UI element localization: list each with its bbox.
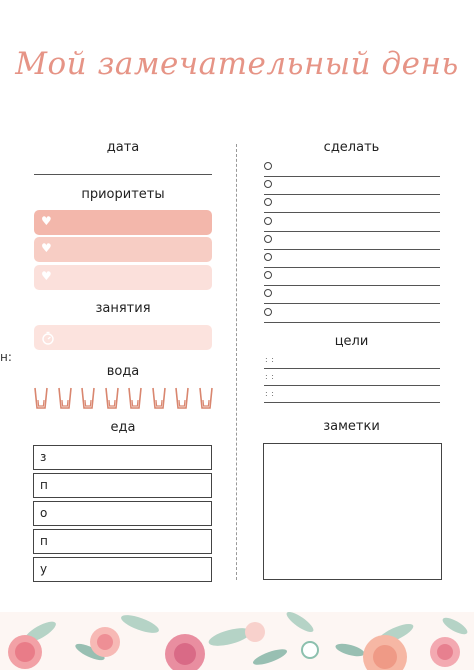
notes-label: заметки	[323, 419, 380, 434]
water-cup-icon[interactable]	[105, 387, 119, 409]
todo-item[interactable]	[264, 214, 440, 232]
priority-field[interactable]	[34, 265, 212, 290]
goals-label: цели	[334, 334, 369, 349]
todo-item[interactable]	[264, 286, 440, 304]
meal-label: п	[40, 534, 48, 548]
page-title: Мой замечательный день	[15, 46, 459, 82]
todo-item[interactable]	[264, 250, 440, 268]
checkbox-circle-icon[interactable]	[264, 271, 272, 279]
checkbox-circle-icon[interactable]	[264, 253, 272, 261]
todo-item[interactable]	[264, 195, 440, 213]
goal-marker: : :	[265, 389, 275, 398]
checkbox-circle-icon[interactable]	[264, 180, 272, 188]
meal-label: з	[40, 450, 47, 464]
checkbox-circle-icon[interactable]	[264, 289, 272, 297]
todo-item[interactable]	[264, 177, 440, 195]
water-cup-icon[interactable]	[81, 387, 95, 409]
todo-line	[264, 322, 440, 323]
water-cup-icon[interactable]	[58, 387, 72, 409]
checkbox-circle-icon[interactable]	[264, 308, 272, 316]
heart-icon: ♥	[41, 269, 52, 283]
meal-field[interactable]	[33, 529, 212, 554]
goal-item[interactable]	[264, 355, 440, 369]
stray-text: н:	[0, 350, 12, 364]
meal-field[interactable]	[33, 501, 212, 526]
goal-marker: : :	[265, 355, 275, 364]
todo-item[interactable]	[264, 305, 440, 323]
water-cups	[34, 387, 214, 413]
heart-icon: ♥	[41, 241, 52, 255]
todo-item[interactable]	[264, 268, 440, 286]
heart-icon: ♥	[41, 214, 52, 228]
notes-box[interactable]	[263, 443, 442, 580]
water-cup-icon[interactable]	[199, 387, 213, 409]
priority-field[interactable]	[34, 210, 212, 235]
activities-field[interactable]	[34, 325, 212, 350]
water-cup-icon[interactable]	[128, 387, 142, 409]
meal-label: п	[40, 478, 48, 492]
goal-item[interactable]	[264, 372, 440, 386]
water-cup-icon[interactable]	[152, 387, 166, 409]
goal-line	[264, 368, 440, 369]
checkbox-circle-icon[interactable]	[264, 198, 272, 206]
goal-line	[264, 402, 440, 403]
meal-field[interactable]	[33, 557, 212, 582]
todo-item[interactable]	[264, 159, 440, 177]
meal-field[interactable]	[33, 473, 212, 498]
water-cup-icon[interactable]	[34, 387, 48, 409]
water-label: вода	[106, 364, 140, 379]
goal-item[interactable]	[264, 389, 440, 403]
checkbox-circle-icon[interactable]	[264, 162, 272, 170]
column-divider	[236, 144, 237, 580]
meal-label: о	[40, 506, 48, 520]
meal-field[interactable]	[33, 445, 212, 470]
meal-label: у	[40, 562, 48, 576]
date-label: дата	[106, 140, 140, 155]
priorities-label: приоритеты	[81, 187, 165, 202]
todo-item[interactable]	[264, 232, 440, 250]
checkbox-circle-icon[interactable]	[264, 217, 272, 225]
activities-label: занятия	[95, 301, 151, 316]
food-label: еда	[110, 420, 136, 435]
priority-field[interactable]	[34, 237, 212, 262]
date-line[interactable]	[34, 174, 212, 175]
goal-line	[264, 385, 440, 386]
checkbox-circle-icon[interactable]	[264, 235, 272, 243]
stopwatch-icon	[41, 331, 55, 345]
goal-marker: : :	[265, 372, 275, 381]
water-cup-icon[interactable]	[175, 387, 189, 409]
floral-border	[0, 612, 474, 670]
todo-label: сделать	[323, 140, 380, 155]
